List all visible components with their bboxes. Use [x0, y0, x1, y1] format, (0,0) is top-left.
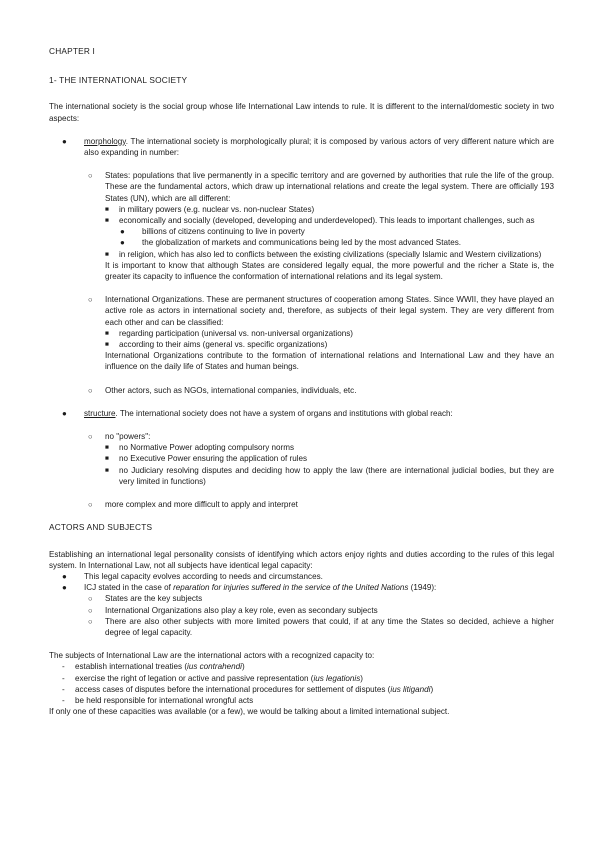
list-item-text: States are the key subjects [105, 594, 203, 604]
bullet-square-icon: ■ [105, 455, 109, 463]
capacity-close: ) [241, 662, 245, 672]
morphology-text: . The international society is morphologically plural; it is composed by various actors of very different nature which are also expanding in number: [84, 136, 554, 158]
bullet-circle-icon: ○ [88, 500, 93, 510]
icj-points-list [84, 593, 554, 638]
list-item-text: no Normative Power adopting compulsory norms [119, 443, 294, 453]
capacities-list [49, 661, 554, 706]
morphology-item [49, 136, 554, 396]
personality-paragraph: Establishing an international legal personality consists of identifying which actors enjoy rights and duties according to the rules of this legal system. In International Law, not all subjects have identical legal capacity: [49, 549, 554, 570]
structure-item [49, 408, 554, 510]
bullet-dot-icon: ● [120, 227, 125, 237]
chapter-title: CHAPTER I [49, 46, 96, 56]
bullet-square-icon: ■ [105, 341, 109, 349]
capacity-term: ius litigandi [390, 684, 431, 694]
capacity-close: ) [360, 673, 363, 683]
list-item [105, 339, 554, 350]
list-item [105, 215, 554, 249]
list-item-text: This legal capacity evolves according to needs and circumstances. [84, 571, 323, 581]
list-item-text: the globalization of markets and communications being led by the most advanced States. [142, 238, 461, 248]
list-item [49, 695, 554, 706]
list-item [49, 673, 554, 684]
list-item [105, 442, 554, 453]
list-item-text: no Executive Power ensuring the application of rules [119, 454, 308, 464]
list-item [84, 593, 554, 604]
dash-marker: - [62, 695, 65, 705]
list-item [107, 237, 554, 248]
list-item [105, 328, 554, 339]
list-item [105, 465, 554, 487]
dash-marker: - [62, 673, 65, 683]
structure-text: . The international society does not have a system of organs and institutions with global reach: [115, 408, 453, 418]
bullet-circle-icon: ○ [88, 385, 93, 395]
section-title-international-society: 1- THE INTERNATIONAL SOCIETY [49, 75, 188, 86]
list-item [105, 249, 554, 260]
powers-list [105, 442, 554, 487]
icj-case-name: reparation for injuries suffered in the service of the United Nations [173, 583, 409, 593]
list-item-text: in religion, which has also led to conflicts between the existing civilizations (specially Islamic and Western civilizations) [119, 249, 542, 259]
list-item-text: There are also other subjects with more limited powers that could, if at any time the States so decided, achieve a higher degree of legal capacity. [105, 616, 554, 637]
no-powers-text: no "powers": [105, 432, 151, 442]
organizations-classification-list [105, 328, 554, 350]
structure-term: structure [84, 408, 116, 418]
bullet-circle-icon: ○ [88, 594, 93, 604]
list-item [84, 605, 554, 616]
bullet-square-icon: ■ [105, 250, 109, 258]
list-item [49, 661, 554, 672]
bullet-dot-icon: ● [62, 136, 67, 146]
bullet-square-icon: ■ [105, 466, 109, 474]
bullet-circle-icon: ○ [88, 295, 93, 305]
icj-year: (1949): [408, 583, 437, 593]
bullet-dot-icon: ● [62, 571, 67, 581]
states-text: States: populations that live permanently in a specific territory and are governed by authorities that rule the life of the group. These are the fundamental actors, which draw up international relations and create the legal system. There are officially 193 States (UN), which are all different: [105, 171, 554, 203]
list-item [105, 453, 554, 464]
capacity-term: ius legationis [313, 673, 361, 683]
challenges-list [107, 226, 554, 248]
bullet-circle-icon: ○ [88, 605, 93, 615]
icj-text: ICJ stated in the case of [84, 583, 174, 593]
capacity-text: be held responsible for international wrongful acts [75, 695, 254, 705]
dash-marker: - [62, 662, 65, 672]
structure-list [84, 431, 554, 510]
subjects-paragraph: The subjects of International Law are the international actors with a recognized capacity to: [49, 651, 375, 661]
capacity-text: establish international treaties ( [75, 662, 188, 672]
icj-item [49, 582, 554, 638]
states-note: It is important to know that although States are considered legally equal, the more powerful and the richer a State is, the greater its capacity to influence the conformation of international relations and its legal system. [105, 260, 554, 282]
capacity-list [49, 571, 554, 638]
complex-text: more complex and more difficult to apply and interpret [105, 500, 298, 510]
section-title-actors-subjects: ACTORS AND SUBJECTS [49, 522, 153, 533]
bullet-dot-icon: ● [120, 238, 125, 248]
bullet-square-icon: ■ [105, 329, 109, 337]
capacity-text: access cases of disputes before the international procedures for settlement of disputes ( [75, 684, 391, 694]
organizations-note: International Organizations contribute to the formation of international relations and International Law and they have an influence on the daily life of States and human beings. [105, 351, 554, 372]
bullet-circle-icon: ○ [88, 616, 93, 626]
morphology-term: morphology [84, 136, 126, 146]
intro-paragraph: The international society is the social group whose life International Law intends to rule. It is different to the internal/domestic society in two aspects: [49, 102, 554, 123]
list-item-text: International Organizations also play a key role, even as secondary subjects [105, 605, 378, 615]
bullet-circle-icon: ○ [88, 432, 93, 442]
capacity-term: ius contrahendi [187, 662, 242, 672]
capacity-text: exercise the right of legation or active and passive representation ( [75, 673, 314, 683]
other-actors-text: Other actors, such as NGOs, international companies, individuals, etc. [105, 385, 357, 395]
bullet-square-icon: ■ [105, 444, 109, 452]
organizations-text: International Organizations. These are permanent structures of cooperation among States. Since WWII, they have played an active role as actors in international society and, therefore, as subjects of their legal system. They are very different from each other and can be classified: [105, 295, 554, 327]
final-paragraph: If only one of these capacities was available (or a few), we would be talking about a limited international subject. [49, 707, 450, 717]
aspects-list [49, 136, 554, 510]
states-differences-list [105, 204, 554, 260]
states-item [84, 170, 554, 282]
bullet-circle-icon: ○ [88, 171, 93, 181]
bullet-dot-icon: ● [62, 583, 67, 593]
bullet-square-icon: ■ [105, 217, 109, 225]
bullet-square-icon: ■ [105, 205, 109, 213]
list-item [84, 616, 554, 638]
bullet-dot-icon: ● [62, 408, 67, 418]
other-actors-item [84, 385, 554, 396]
capacity-close: ) [430, 684, 434, 694]
list-item-text: in military powers (e.g. nuclear vs. non-nuclear States) [119, 204, 315, 214]
list-item-text: no Judiciary resolving disputes and deciding how to apply the law (there are international judicial bodies, but they are very limited in functions) [119, 465, 554, 486]
actors-list [84, 170, 554, 396]
list-item-text: economically and socially (developed, developing and underdeveloped). This leads to important challenges, such as [119, 216, 535, 226]
dash-marker: - [62, 684, 65, 694]
list-item [49, 571, 554, 582]
organizations-item [84, 294, 554, 372]
list-item-text: regarding participation (universal vs. non-universal organizations) [119, 328, 353, 338]
list-item-text: according to their aims (general vs. specific organizations) [119, 340, 328, 350]
no-powers-item [84, 431, 554, 487]
list-item [49, 684, 554, 695]
complex-item [84, 499, 554, 510]
list-item [107, 226, 554, 237]
list-item-text: billions of citizens continuing to live in poverty [142, 227, 305, 237]
list-item [105, 204, 554, 215]
